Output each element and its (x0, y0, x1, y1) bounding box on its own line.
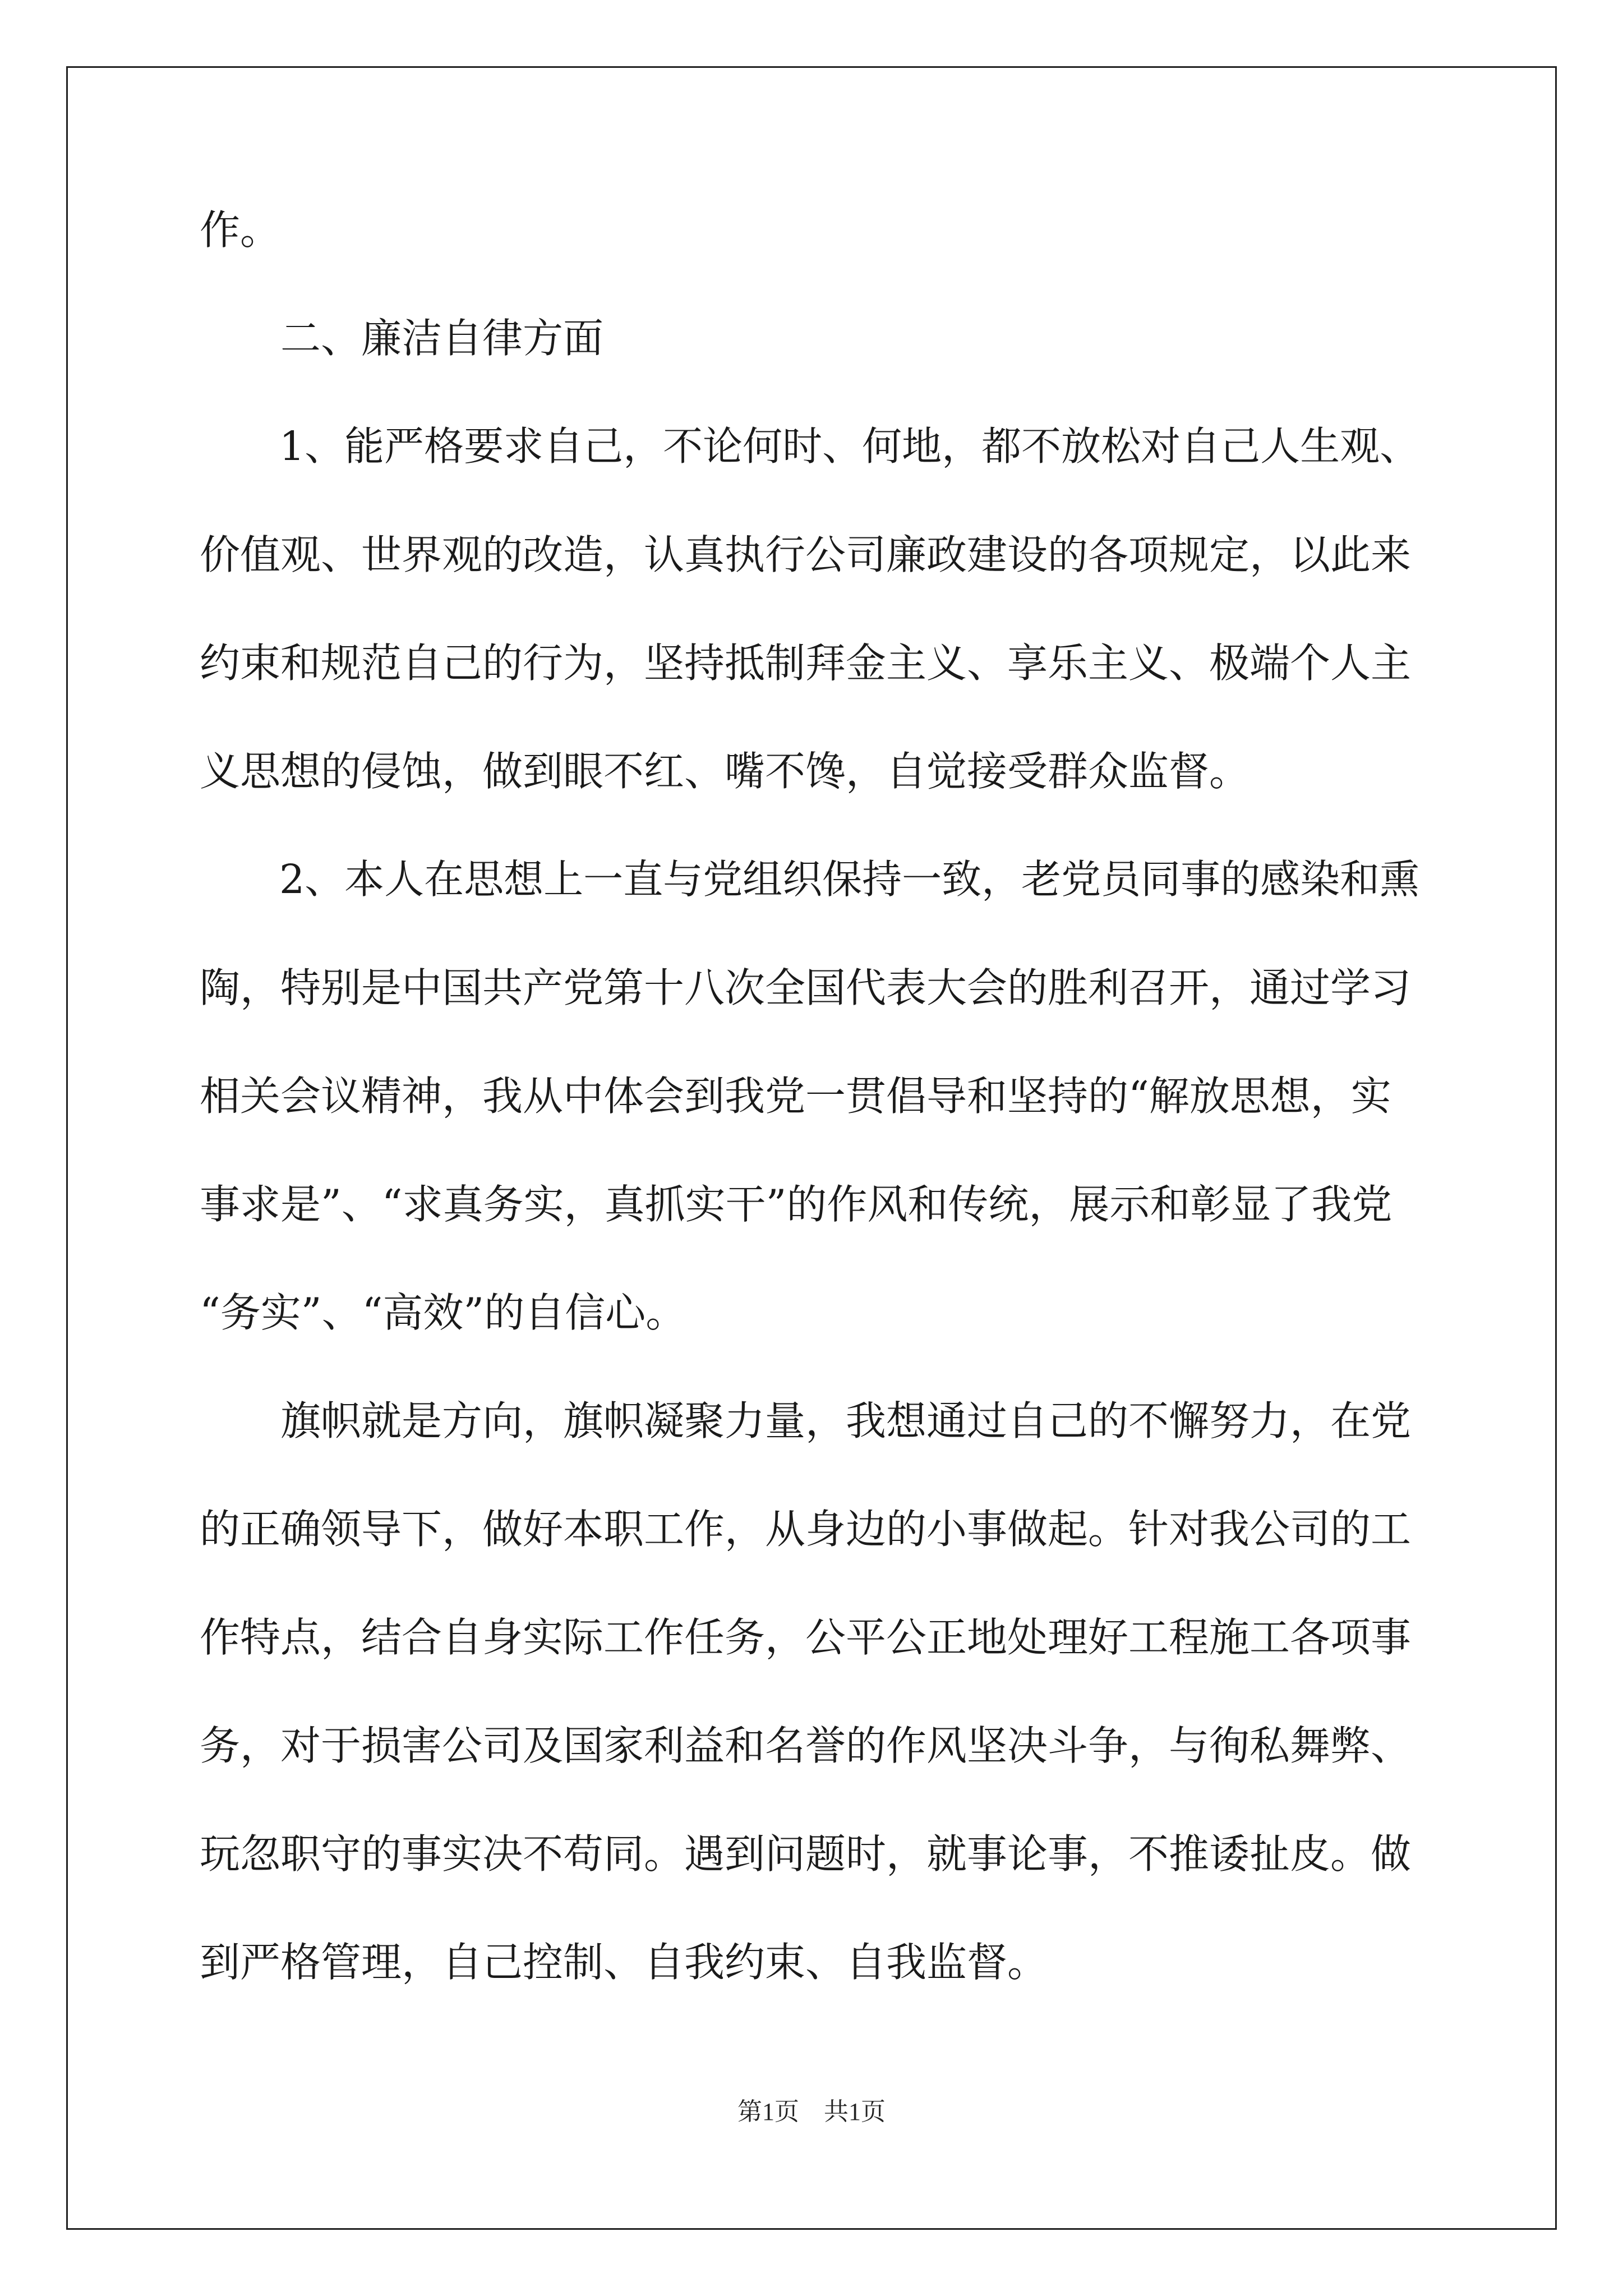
text-line: “务实”、“高效”的自信心。 (200, 1289, 686, 1336)
page-border (66, 66, 1557, 2230)
text-line: 作。 (200, 206, 281, 254)
text-line: 2、本人在思想上一直与党组织保持一致，老党员同事的感染和熏 (200, 856, 1420, 903)
text-line: 的正确领导下，做好本职工作，从身边的小事做起。针对我公司的工 (200, 1506, 1412, 1553)
text-line: 相关会议精神，我从中体会到我党一贯倡导和坚持的“解放思想，实 (200, 1073, 1391, 1120)
text-line: 务，对于损害公司及国家利益和名誉的作风坚决斗争，与徇私舞弊、 (200, 1722, 1412, 1769)
text-line: 旗帜就是方向，旗帜凝聚力量，我想通过自己的不懈努力，在党 (200, 1397, 1412, 1444)
text-line: 价值观、世界观的改造，认真执行公司廉政建设的各项规定，以此来 (200, 531, 1412, 578)
text-line: 二、廉洁自律方面 (200, 315, 604, 362)
page-number-footer: 第1页 共1页 (737, 2098, 886, 2125)
text-line: 约束和规范自己的行为，坚持抵制拜金主义、享乐主义、极端个人主 (200, 639, 1412, 687)
text-line: 事求是”、“求真务实，真抓实干”的作风和传统，展示和彰显了我党 (200, 1181, 1393, 1228)
text-line: 陶，特别是中国共产党第十八次全国代表大会的胜利召开，通过学习 (200, 964, 1412, 1011)
text-line: 玩忽职守的事实决不苟同。遇到问题时，就事论事，不推诿扯皮。做 (200, 1830, 1412, 1878)
text-line: 作特点，结合自身实际工作任务，公平公正地处理好工程施工各项事 (200, 1614, 1412, 1661)
text-line: 义思想的侵蚀，做到眼不红、嘴不馋，自觉接受群众监督。 (200, 748, 1250, 795)
text-line: 到严格管理，自己控制、自我约束、自我监督。 (200, 1939, 1048, 1986)
text-line: 1、能严格要求自己，不论何时、何地，都不放松对自己人生观、 (200, 423, 1420, 470)
